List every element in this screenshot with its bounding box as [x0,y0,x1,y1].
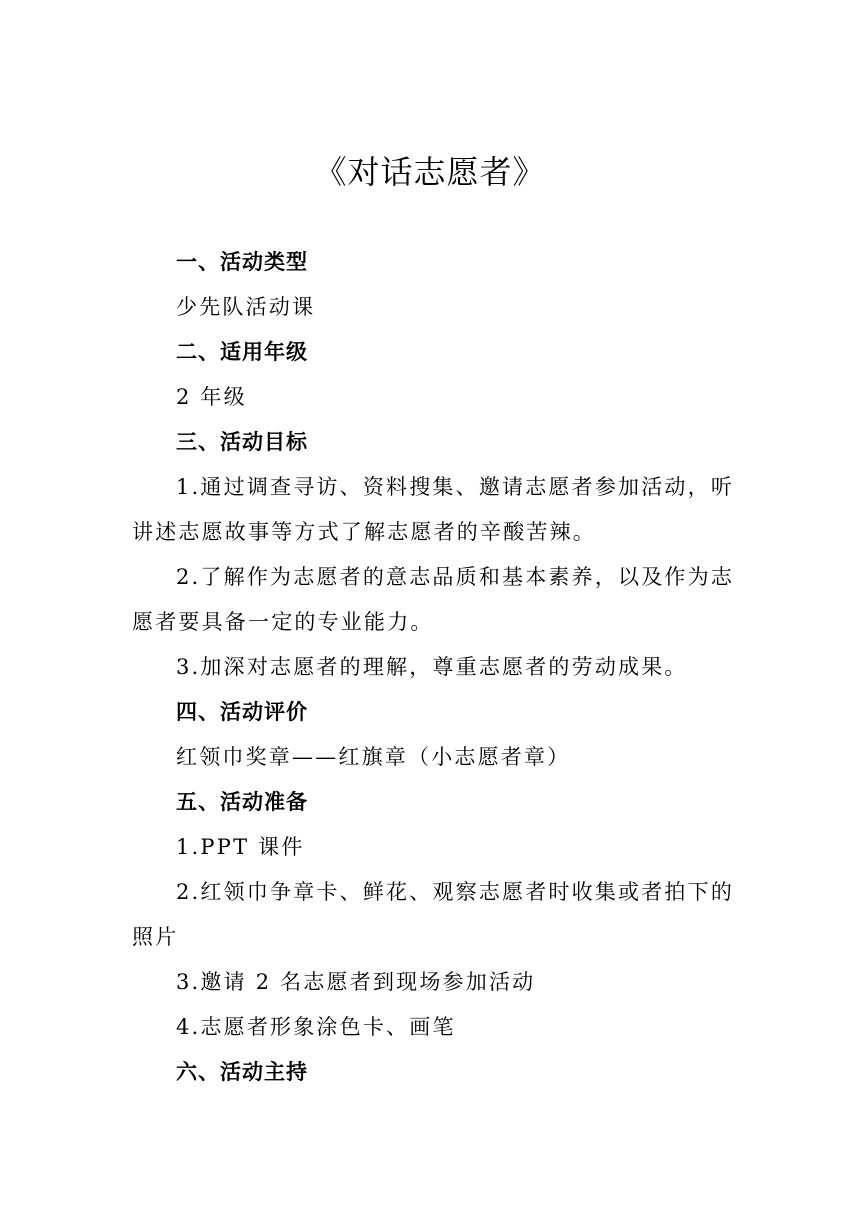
preparation-item-2-line-1: 2.红领巾争章卡、鲜花、观察志愿者时收集或者拍下的 [176,880,735,904]
preparation-item-1: 1.PPT 课件 [176,835,305,859]
preparation-item-4: 4.志愿者形象涂色卡、画笔 [176,1015,456,1039]
preparation-item-3: 3.邀请 2 名志愿者到现场参加活动 [176,970,536,994]
goal-1-line-2: 讲述志愿故事等方式了解志愿者的辛酸苦辣。 [132,520,596,544]
goal-3-line-1: 3.加深对志愿者的理解，尊重志愿者的劳动成果。 [176,655,688,679]
goal-2-line-2: 愿者要具备一定的专业能力。 [132,610,434,634]
document-title: 《对话志愿者》 [314,153,546,191]
grade-text: 2 年级 [176,385,247,409]
section-heading-grade: 二、适用年级 [176,340,308,364]
goal-1-line-1: 1.通过调查寻访、资料搜集、邀请志愿者参加活动，听 [176,475,735,499]
evaluation-text: 红领巾奖章——红旗章（小志愿者章） [176,745,571,769]
section-heading-evaluation: 四、活动评价 [176,700,308,724]
section-heading-goals: 三、活动目标 [176,430,308,454]
preparation-item-2-line-2: 照片 [132,925,179,949]
section-heading-activity-type: 一、活动类型 [176,250,308,274]
section-heading-preparation: 五、活动准备 [176,790,308,814]
section-heading-host: 六、活动主持 [176,1060,308,1084]
activity-type-text: 少先队活动课 [176,295,316,319]
goal-2-line-1: 2.了解作为志愿者的意志品质和基本素养，以及作为志 [176,565,735,589]
